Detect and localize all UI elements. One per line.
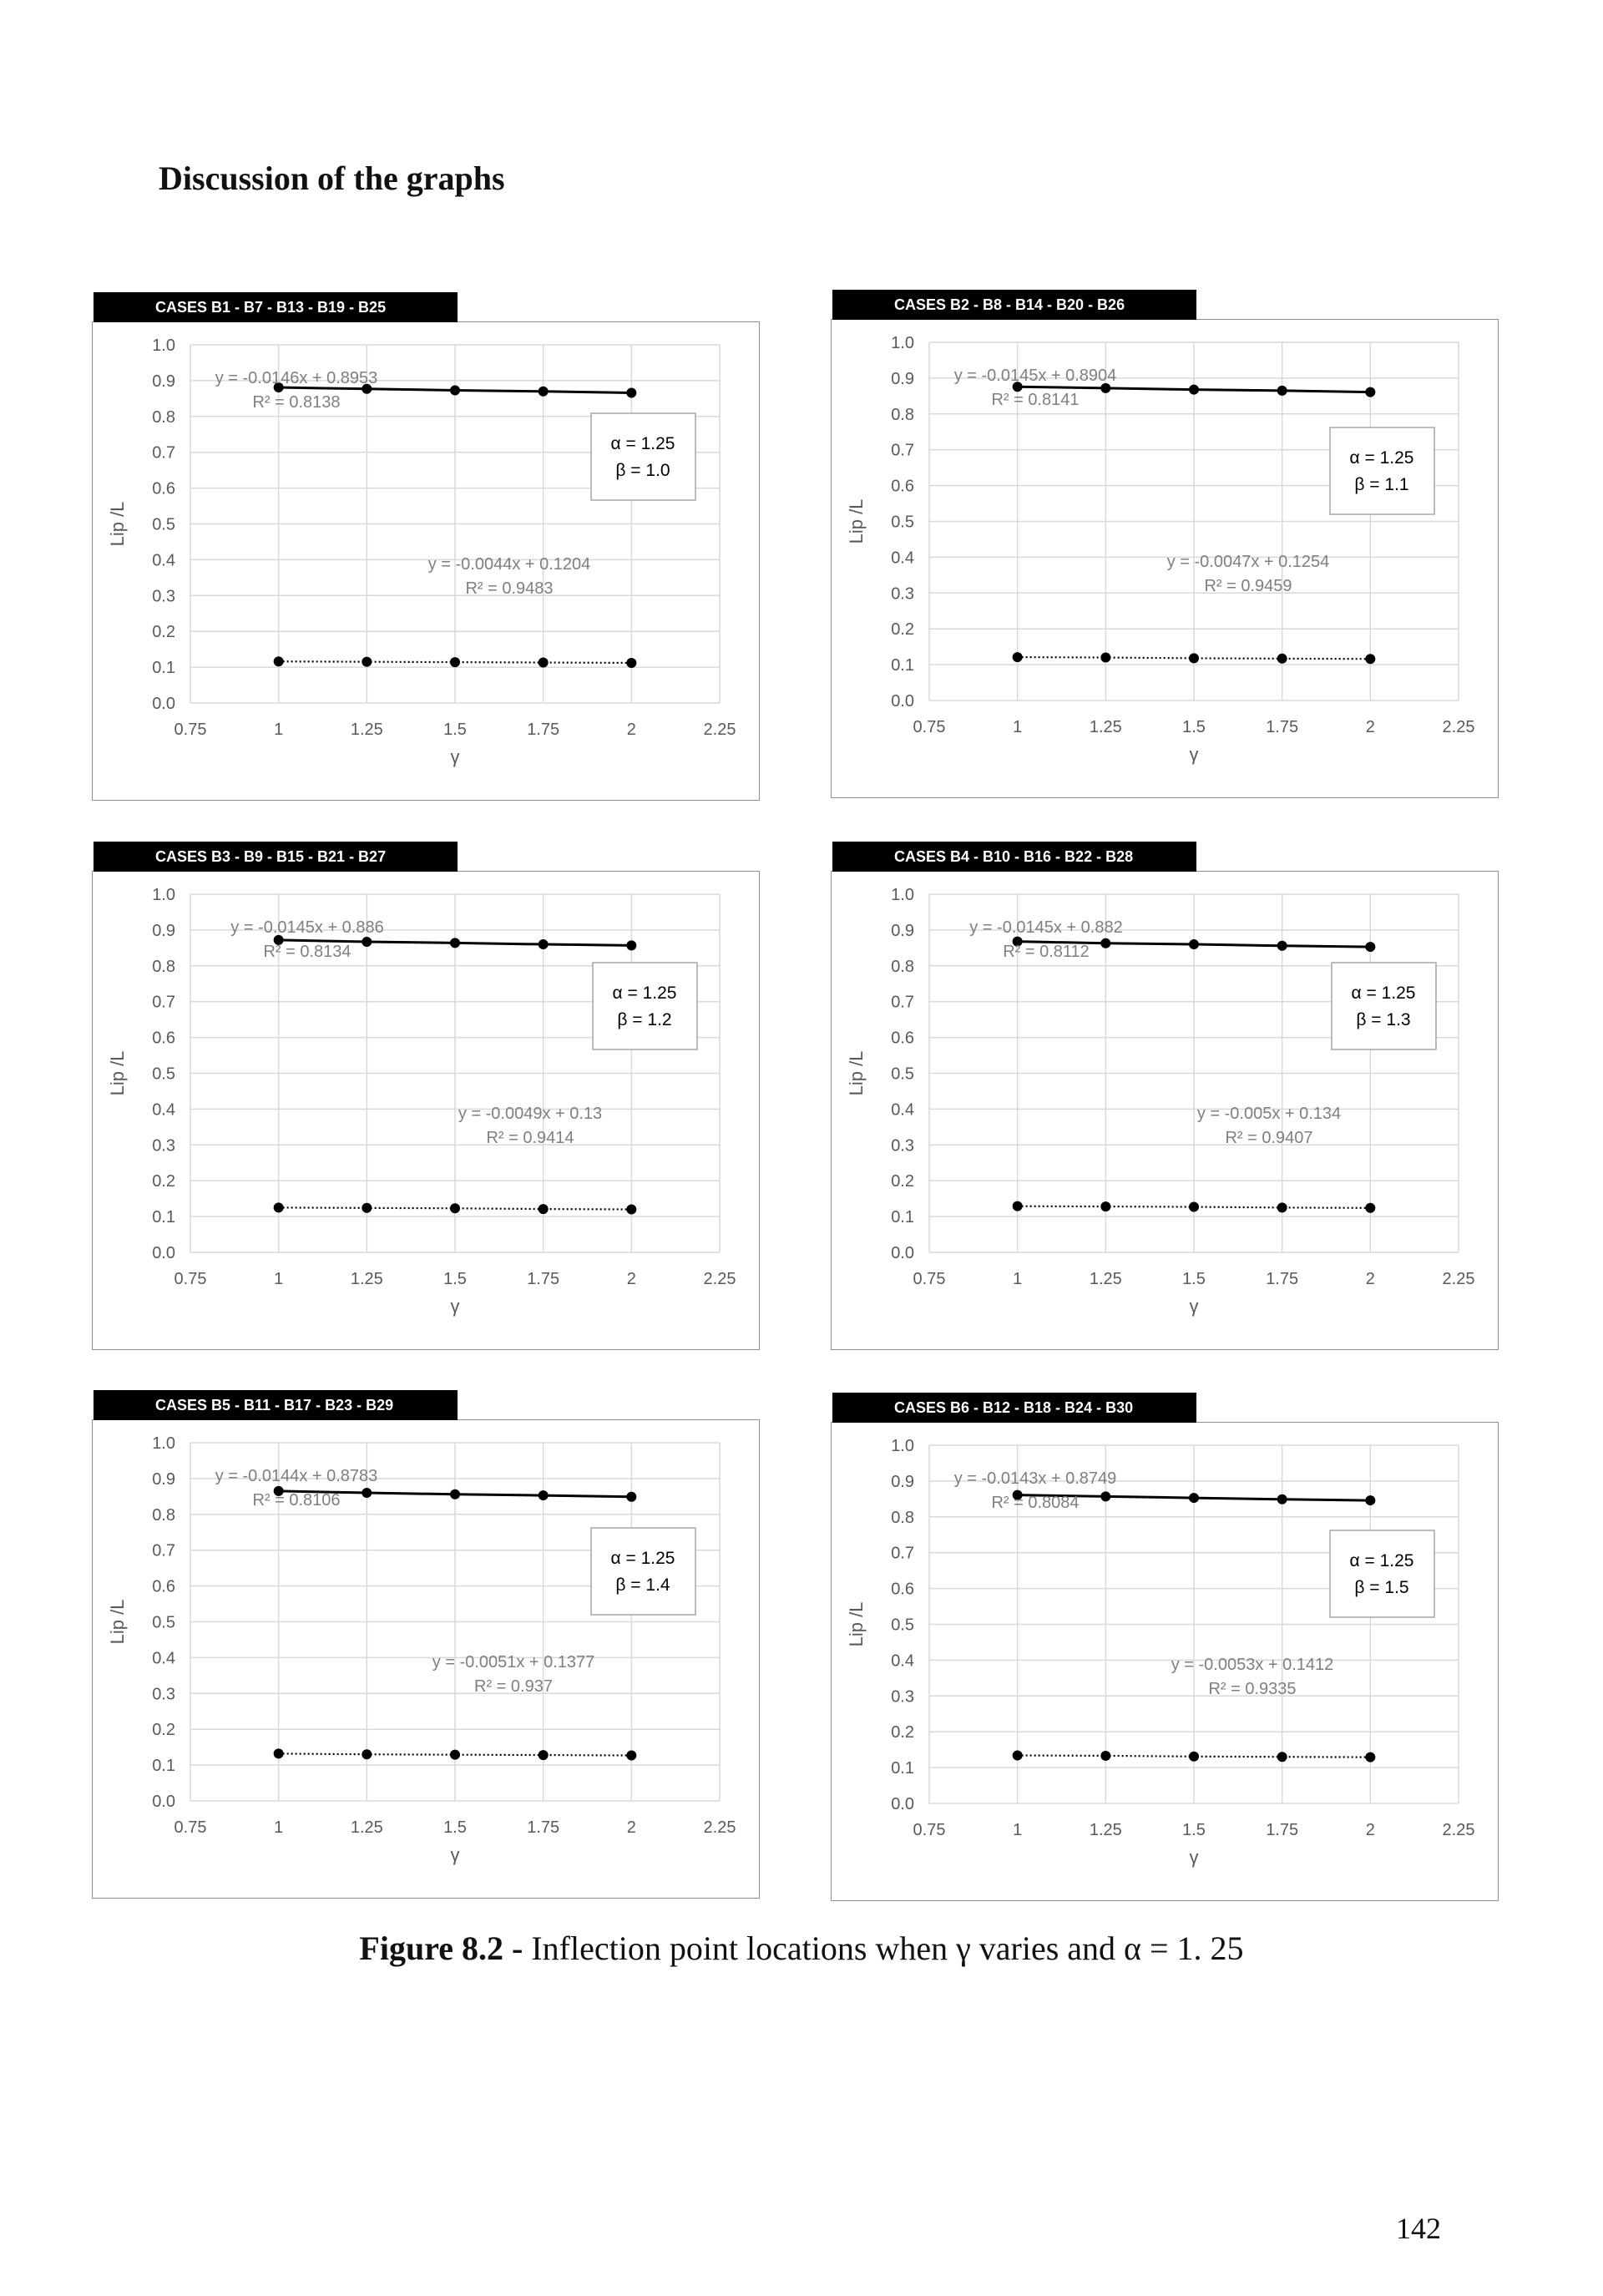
y-tick-label: 0.6 <box>152 1029 175 1048</box>
x-tick-label: 1 <box>274 1818 284 1837</box>
trend-equation-label: y = -0.0145x + 0.886 <box>230 918 384 937</box>
data-point <box>1189 939 1199 949</box>
x-axis-label: γ <box>450 1844 460 1865</box>
y-tick-label: 0.3 <box>152 1685 175 1704</box>
y-tick-label: 0.8 <box>891 405 914 424</box>
y-tick-label: 1.0 <box>891 334 914 352</box>
trend-r2-label: R² = 0.9335 <box>1208 1680 1297 1698</box>
x-tick-label: 1.75 <box>1266 1270 1299 1288</box>
beta-label: β = 1.4 <box>615 1575 670 1595</box>
trend-equation-label: y = -0.0044x + 0.1204 <box>427 555 591 574</box>
x-tick-label: 2 <box>1365 718 1375 736</box>
x-tick-label: 1.25 <box>1089 1821 1122 1839</box>
data-point <box>1365 942 1375 952</box>
chart-panel-1 <box>92 292 760 806</box>
x-tick-label: 1.75 <box>1266 1821 1299 1839</box>
data-point <box>1277 1202 1287 1212</box>
x-axis-label: γ <box>450 1296 460 1317</box>
y-tick-label: 0.4 <box>891 549 914 568</box>
y-tick-label: 0.0 <box>152 1244 175 1262</box>
x-tick-label: 1 <box>274 1270 284 1288</box>
data-point <box>450 385 460 395</box>
y-tick-label: 0.4 <box>152 551 175 570</box>
data-point <box>1100 1751 1110 1761</box>
x-tick-label: 0.75 <box>174 1818 207 1837</box>
y-tick-label: 0.1 <box>891 656 914 675</box>
y-tick-label: 0.8 <box>152 407 175 427</box>
x-tick-label: 1.5 <box>1182 1270 1206 1288</box>
trend-equation-label: y = -0.0144x + 0.8783 <box>215 1467 378 1485</box>
y-tick-label: 0.2 <box>152 623 175 642</box>
x-tick-label: 2.25 <box>703 721 736 739</box>
data-point <box>274 656 284 666</box>
trend-r2-label: R² = 0.8134 <box>263 943 351 961</box>
data-point <box>450 938 460 948</box>
y-tick-label: 0.9 <box>891 921 914 940</box>
line-chart <box>92 1419 760 1897</box>
data-point <box>1277 1752 1287 1762</box>
line-chart <box>831 871 1499 1348</box>
case-title: CASES B3 - B9 - B15 - B21 - B27 <box>94 842 458 872</box>
trend-r2-label: R² = 0.8106 <box>252 1491 341 1510</box>
trend-r2-label: R² = 0.937 <box>474 1677 553 1696</box>
y-tick-label: 0.1 <box>152 659 175 678</box>
x-tick-label: 1.75 <box>1266 718 1299 736</box>
y-tick-label: 0.0 <box>891 1795 914 1813</box>
line-chart <box>831 1422 1499 1899</box>
chart-panel-4 <box>831 842 1499 1355</box>
parameter-box <box>591 1528 695 1615</box>
trend-equation-label: y = -0.0049x + 0.13 <box>458 1105 603 1123</box>
data-point <box>1189 1752 1199 1762</box>
y-tick-label: 0.2 <box>152 1721 175 1740</box>
x-tick-label: 2.25 <box>703 1270 736 1288</box>
data-point <box>1277 1494 1287 1505</box>
y-axis-label: Lip /L <box>846 1601 867 1647</box>
y-tick-label: 0.8 <box>152 957 175 976</box>
x-tick-label: 1.25 <box>1089 1270 1122 1288</box>
y-tick-label: 1.0 <box>152 886 175 904</box>
data-point <box>450 1750 460 1760</box>
x-axis-label: γ <box>1189 1296 1199 1317</box>
y-tick-label: 0.6 <box>891 477 914 496</box>
y-tick-label: 0.1 <box>152 1208 175 1227</box>
y-tick-label: 0.5 <box>891 513 914 532</box>
figure-caption-label: Figure 8.2 - <box>359 1929 523 1967</box>
case-title: CASES B2 - B8 - B14 - B20 - B26 <box>832 290 1196 320</box>
x-tick-label: 1.5 <box>443 721 467 739</box>
y-tick-label: 0.9 <box>152 372 175 391</box>
x-tick-label: 1.25 <box>350 721 383 739</box>
x-tick-label: 1 <box>274 721 284 739</box>
x-tick-label: 2.25 <box>1442 1821 1475 1839</box>
x-tick-label: 2.25 <box>1442 1270 1475 1288</box>
data-point <box>362 937 372 947</box>
data-point <box>1100 938 1110 948</box>
x-tick-label: 1 <box>1013 1821 1023 1839</box>
data-point <box>1277 654 1287 664</box>
trend-r2-label: R² = 0.8141 <box>991 391 1080 409</box>
y-tick-label: 0.9 <box>152 1469 175 1489</box>
parameter-box <box>1330 1530 1434 1617</box>
data-point <box>1277 386 1287 396</box>
data-point <box>626 1205 636 1215</box>
data-point <box>362 1488 372 1498</box>
data-point <box>274 1748 284 1758</box>
trend-r2-label: R² = 0.9459 <box>1204 577 1292 595</box>
y-tick-label: 0.4 <box>891 1651 914 1671</box>
y-tick-label: 0.5 <box>152 515 175 534</box>
x-tick-label: 0.75 <box>913 1270 946 1288</box>
data-point <box>450 1203 460 1213</box>
data-point <box>450 1489 460 1499</box>
line-chart <box>92 871 760 1348</box>
y-tick-label: 0.5 <box>891 1065 914 1084</box>
parameter-box <box>1332 963 1436 1049</box>
data-point <box>1365 387 1375 397</box>
x-tick-label: 2 <box>626 721 636 739</box>
x-tick-label: 1.25 <box>350 1270 383 1288</box>
data-point <box>1100 653 1110 663</box>
data-point <box>1100 1201 1110 1211</box>
beta-label: β = 1.2 <box>617 1010 672 1029</box>
trend-equation-label: y = -0.0145x + 0.882 <box>969 918 1123 937</box>
parameter-box <box>593 963 697 1049</box>
x-tick-label: 2.25 <box>703 1818 736 1837</box>
x-tick-label: 1.75 <box>527 1270 560 1288</box>
alpha-label: α = 1.25 <box>612 984 677 1003</box>
y-tick-label: 0.4 <box>152 1649 175 1668</box>
x-tick-label: 1.5 <box>1182 718 1206 736</box>
alpha-label: α = 1.25 <box>1349 448 1414 468</box>
parameter-box <box>1330 427 1434 514</box>
data-point <box>450 657 460 667</box>
y-tick-label: 0.2 <box>891 1723 914 1742</box>
y-axis-label: Lip /L <box>107 501 128 547</box>
alpha-label: α = 1.25 <box>1351 984 1416 1003</box>
y-tick-label: 0.3 <box>891 584 914 604</box>
x-tick-label: 0.75 <box>174 721 207 739</box>
chart-panel-6 <box>831 1393 1499 1906</box>
y-tick-label: 0.2 <box>891 1172 914 1191</box>
y-tick-label: 0.0 <box>891 1244 914 1262</box>
x-tick-label: 2 <box>1365 1270 1375 1288</box>
y-tick-label: 0.6 <box>891 1580 914 1599</box>
data-point <box>362 1203 372 1213</box>
y-tick-label: 0.5 <box>152 1065 175 1084</box>
x-tick-label: 0.75 <box>913 1821 946 1839</box>
x-axis-label: γ <box>1189 1847 1199 1868</box>
beta-label: β = 1.1 <box>1354 475 1409 494</box>
y-tick-label: 0.7 <box>152 1541 175 1560</box>
y-tick-label: 0.9 <box>891 369 914 388</box>
y-axis-label: Lip /L <box>846 1050 867 1096</box>
figure-caption <box>0 1929 1603 1968</box>
case-title: CASES B1 - B7 - B13 - B19 - B25 <box>94 292 458 322</box>
y-tick-label: 0.8 <box>891 957 914 976</box>
trend-equation-label: y = -0.0145x + 0.8904 <box>953 367 1117 385</box>
x-tick-label: 1 <box>1013 718 1023 736</box>
y-tick-label: 0.6 <box>152 1577 175 1596</box>
data-point <box>274 1202 284 1212</box>
chart-panel-5 <box>92 1390 760 1904</box>
data-point <box>1189 385 1199 395</box>
x-tick-label: 2 <box>626 1818 636 1837</box>
y-tick-label: 0.3 <box>891 1687 914 1707</box>
y-tick-label: 0.0 <box>152 695 175 713</box>
x-tick-label: 1.25 <box>350 1818 383 1837</box>
case-title: CASES B4 - B10 - B16 - B22 - B28 <box>832 842 1196 872</box>
data-point <box>1189 1493 1199 1503</box>
x-tick-label: 1.5 <box>1182 1821 1206 1839</box>
data-point <box>1365 1495 1375 1505</box>
x-tick-label: 1.5 <box>443 1818 467 1837</box>
trend-r2-label: R² = 0.9414 <box>486 1129 574 1147</box>
y-tick-label: 0.1 <box>152 1757 175 1776</box>
page-number: 142 <box>1396 2212 1441 2245</box>
x-tick-label: 1.25 <box>1089 718 1122 736</box>
beta-label: β = 1.0 <box>615 461 670 480</box>
x-tick-label: 2 <box>1365 1821 1375 1839</box>
alpha-label: α = 1.25 <box>1349 1551 1414 1570</box>
y-tick-label: 0.9 <box>891 1472 914 1491</box>
x-tick-label: 2.25 <box>1442 718 1475 736</box>
case-title: CASES B5 - B11 - B17 - B23 - B29 <box>94 1390 458 1420</box>
x-tick-label: 2 <box>626 1270 636 1288</box>
x-tick-label: 0.75 <box>913 718 946 736</box>
alpha-label: α = 1.25 <box>610 434 675 453</box>
y-tick-label: 0.3 <box>891 1136 914 1156</box>
data-point <box>539 1750 549 1760</box>
data-point <box>1277 941 1287 951</box>
data-point <box>1013 1751 1023 1761</box>
data-point <box>539 387 549 397</box>
trend-r2-label: R² = 0.8112 <box>1003 943 1090 961</box>
y-tick-label: 0.4 <box>152 1100 175 1120</box>
y-axis-label: Lip /L <box>107 1050 128 1096</box>
data-point <box>626 1751 636 1761</box>
x-axis-label: γ <box>450 746 460 767</box>
line-chart <box>92 321 760 799</box>
beta-label: β = 1.3 <box>1356 1010 1411 1029</box>
y-tick-label: 0.0 <box>891 692 914 711</box>
y-tick-label: 1.0 <box>152 336 175 355</box>
data-point <box>1189 1202 1199 1212</box>
trend-r2-label: R² = 0.8084 <box>991 1494 1080 1512</box>
y-tick-label: 0.4 <box>891 1100 914 1120</box>
beta-label: β = 1.5 <box>1354 1578 1409 1597</box>
y-tick-label: 0.3 <box>152 587 175 606</box>
y-tick-label: 0.6 <box>152 479 175 498</box>
data-point <box>539 1204 549 1214</box>
y-tick-label: 0.7 <box>152 993 175 1012</box>
y-tick-label: 0.5 <box>152 1613 175 1632</box>
data-point <box>626 940 636 950</box>
data-point <box>539 658 549 668</box>
y-tick-label: 0.0 <box>152 1793 175 1811</box>
trend-equation-label: y = -0.0143x + 0.8749 <box>953 1469 1117 1488</box>
trend-equation-label: y = -0.0051x + 0.1377 <box>432 1653 595 1671</box>
data-point <box>1013 652 1023 662</box>
chart-panel-2 <box>831 290 1499 803</box>
y-tick-label: 0.7 <box>152 443 175 463</box>
data-point <box>1013 1201 1023 1211</box>
data-point <box>626 1492 636 1502</box>
data-point <box>626 387 636 397</box>
trend-equation-label: y = -0.0146x + 0.8953 <box>215 369 378 387</box>
x-tick-label: 0.75 <box>174 1270 207 1288</box>
alpha-label: α = 1.25 <box>610 1549 675 1568</box>
trend-equation-label: y = -0.0053x + 0.1412 <box>1171 1656 1334 1674</box>
y-axis-label: Lip /L <box>107 1599 128 1645</box>
y-tick-label: 0.2 <box>152 1172 175 1191</box>
line-chart <box>831 319 1499 797</box>
y-tick-label: 1.0 <box>891 1437 914 1455</box>
data-point <box>1189 653 1199 663</box>
x-tick-label: 1 <box>1013 1270 1023 1288</box>
trend-equation-label: y = -0.0047x + 0.1254 <box>1166 553 1330 571</box>
y-tick-label: 0.3 <box>152 1136 175 1156</box>
trend-r2-label: R² = 0.9407 <box>1225 1129 1313 1147</box>
data-point <box>1365 654 1375 664</box>
trend-r2-label: R² = 0.9483 <box>465 579 554 598</box>
trend-r2-label: R² = 0.8138 <box>252 393 341 412</box>
data-point <box>539 939 549 949</box>
y-tick-label: 0.1 <box>891 1208 914 1227</box>
data-point <box>362 1749 372 1759</box>
data-point <box>539 1490 549 1500</box>
trend-equation-label: y = -0.005x + 0.134 <box>1196 1105 1342 1123</box>
data-point <box>1365 1203 1375 1213</box>
y-tick-label: 0.8 <box>891 1508 914 1527</box>
case-title: CASES B6 - B12 - B18 - B24 - B30 <box>832 1393 1196 1423</box>
y-tick-label: 0.5 <box>891 1616 914 1635</box>
x-tick-label: 1.75 <box>527 721 560 739</box>
y-tick-label: 0.6 <box>891 1029 914 1048</box>
x-tick-label: 1.75 <box>527 1818 560 1837</box>
y-tick-label: 1.0 <box>891 886 914 904</box>
y-tick-label: 0.2 <box>891 620 914 640</box>
y-tick-label: 0.9 <box>152 921 175 940</box>
data-point <box>362 657 372 667</box>
y-tick-label: 0.7 <box>891 993 914 1012</box>
figure-caption-text: Inflection point locations when γ varies and α = 1. 25 <box>523 1929 1244 1967</box>
y-tick-label: 0.1 <box>891 1759 914 1778</box>
y-tick-label: 0.7 <box>891 441 914 460</box>
y-tick-label: 0.8 <box>152 1505 175 1525</box>
y-tick-label: 1.0 <box>152 1434 175 1453</box>
data-point <box>1365 1752 1375 1762</box>
x-tick-label: 1.5 <box>443 1270 467 1288</box>
page-heading: Discussion of the graphs <box>159 159 505 197</box>
data-point <box>626 658 636 668</box>
y-axis-label: Lip /L <box>846 498 867 544</box>
data-point <box>1100 1491 1110 1501</box>
parameter-box <box>591 413 695 500</box>
x-axis-label: γ <box>1189 744 1199 765</box>
y-tick-label: 0.7 <box>891 1544 914 1563</box>
chart-panel-3 <box>92 842 760 1355</box>
